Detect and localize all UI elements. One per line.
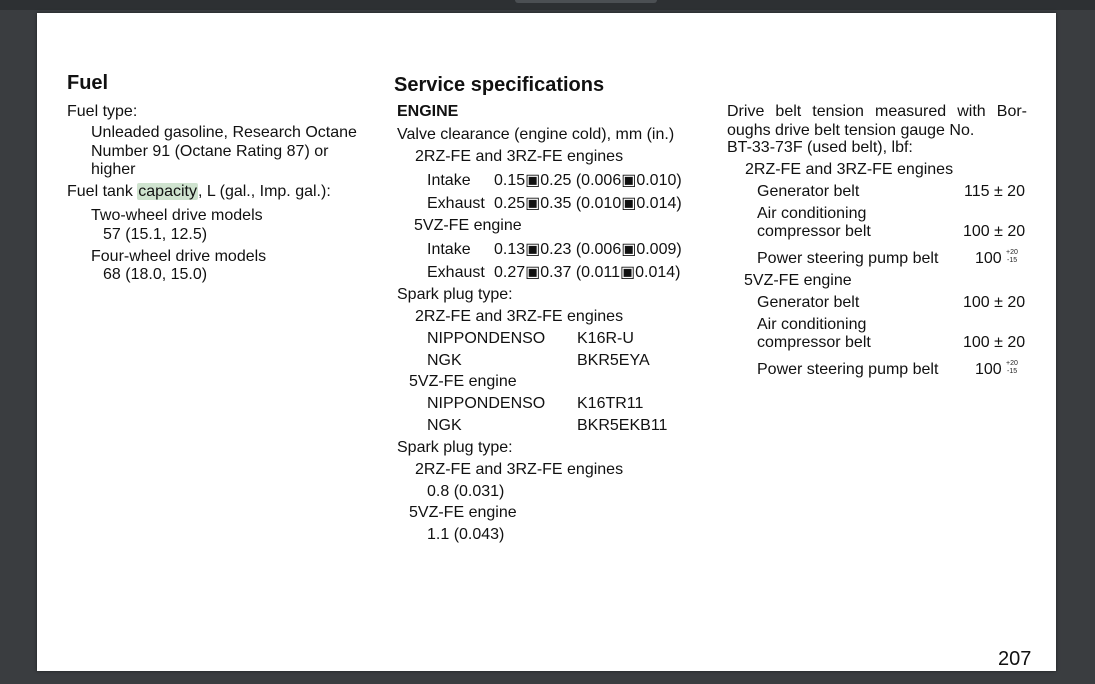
valve-rz-exhaust-value: 0.25▣0.35 (0.010▣0.014) [494, 195, 682, 212]
valve-vz-exhaust-value: 0.27▣0.37 (0.011▣0.014) [494, 264, 681, 281]
belt-vz-engine-label: 5VZ-FE engine [744, 272, 852, 289]
fuel-type-line-3: higher [91, 161, 136, 178]
engine-heading: ENGINE [397, 103, 459, 120]
spark-rz-engines-label: 2RZ-FE and 3RZ-FE engines [415, 308, 624, 325]
fuel-type-line-2: Number 91 (Octane Rating 87) or [91, 143, 329, 160]
two-wheel-drive-label: Two-wheel drive models [91, 207, 263, 224]
belt-rz-ps-label: Power steering pump belt [757, 250, 939, 267]
spark-vz-ngk-label: NGK [427, 417, 462, 434]
gap-vz-value: 1.1 (0.043) [427, 526, 505, 543]
belt-vz-ps-tol-minus: -15 [1007, 368, 1018, 375]
four-wheel-drive-value: 68 (18.0, 15.0) [103, 266, 208, 283]
belt-rz-ac-value: 100 ± 20 [963, 223, 1026, 240]
four-wheel-drive-label: Four-wheel drive models [91, 248, 267, 265]
belt-gauge-line: BT-33-73F (used belt), lbf: [727, 139, 913, 156]
spark-plug-gap-label: Spark plug type: [397, 439, 513, 456]
belt-vz-ps-tol-plus: +20 [1006, 360, 1018, 367]
spark-vz-nippondenso-label: NIPPONDENSO [427, 395, 546, 412]
two-wheel-drive-value: 57 (15.1, 12.5) [103, 226, 208, 243]
spark-rz-nippondenso-label: NIPPONDENSO [427, 330, 546, 347]
valve-rz-engines-label: 2RZ-FE and 3RZ-FE engines [415, 148, 624, 165]
valve-vz-intake-label: Intake [427, 241, 471, 258]
spark-rz-ngk-label: NGK [427, 352, 462, 369]
service-spec-heading: Service specifications [394, 74, 605, 96]
fuel-tank-suffix: , L (gal., Imp. gal.): [197, 183, 331, 200]
page-number: 207 [998, 648, 1032, 670]
belt-vz-ps-value: 100 [975, 361, 1002, 378]
document-page [37, 13, 1056, 671]
belt-rz-ps-value: 100 [975, 250, 1002, 267]
belt-vz-ac-label-2: compressor belt [757, 334, 871, 351]
spark-plug-type-label: Spark plug type: [397, 286, 513, 303]
spark-vz-ngk-value: BKR5EKB11 [577, 417, 668, 434]
belt-vz-ac-label-1: Air conditioning [757, 316, 867, 333]
belt-vz-generator-label: Generator belt [757, 294, 860, 311]
spark-rz-ngk-value: BKR5EYA [577, 352, 650, 369]
spark-rz-nippondenso-value: K16R-U [577, 330, 634, 347]
gap-vz-engine-label: 5VZ-FE engine [409, 504, 517, 521]
fuel-tank-prefix: Fuel tank [67, 183, 138, 200]
belt-rz-generator-value: 115 ± 20 [964, 183, 1025, 200]
viewer-toolbar-strip [0, 0, 1095, 10]
toolbar-tab-handle[interactable] [515, 0, 657, 3]
valve-vz-intake-value: 0.13▣0.23 (0.006▣0.009) [494, 241, 682, 258]
belt-rz-ac-label-2: compressor belt [757, 223, 871, 240]
valve-clearance-label: Valve clearance (engine cold), mm (in.) [397, 126, 675, 143]
belt-rz-generator-label: Generator belt [757, 183, 860, 200]
belt-vz-ac-value: 100 ± 20 [963, 334, 1026, 351]
fuel-tank-capacity-label [67, 182, 331, 201]
belt-rz-ps-tol-plus: +20 [1006, 249, 1018, 256]
valve-rz-intake-label: Intake [427, 172, 471, 189]
spark-vz-engine-label: 5VZ-FE engine [409, 373, 517, 390]
belt-vz-ps-label: Power steering pump belt [757, 361, 939, 378]
spark-vz-nippondenso-value: K16TR11 [577, 395, 644, 412]
gap-rz-engines-label: 2RZ-FE and 3RZ-FE engines [415, 461, 624, 478]
valve-rz-exhaust-label: Exhaust [427, 195, 485, 212]
valve-rz-intake-value: 0.15▣0.25 (0.006▣0.010) [494, 172, 682, 189]
belt-rz-ac-label-1: Air conditioning [757, 205, 867, 222]
belt-tension-intro: Drive belt tension measured with Bor-oughs drive belt tension gauge No. [727, 103, 1027, 139]
search-highlight[interactable]: capacity [138, 183, 197, 200]
valve-vz-exhaust-label: Exhaust [427, 264, 485, 281]
fuel-type-line-1: Unleaded gasoline, Research Octane [91, 124, 357, 141]
gap-rz-value: 0.8 (0.031) [427, 483, 505, 500]
valve-vz-engine-label: 5VZ-FE engine [414, 217, 522, 234]
fuel-type-label: Fuel type: [67, 103, 138, 120]
belt-vz-generator-value: 100 ± 20 [963, 294, 1026, 311]
belt-rz-engines-label: 2RZ-FE and 3RZ-FE engines [745, 161, 954, 178]
belt-rz-ps-tol-minus: -15 [1007, 257, 1018, 264]
fuel-heading: Fuel [67, 72, 109, 94]
